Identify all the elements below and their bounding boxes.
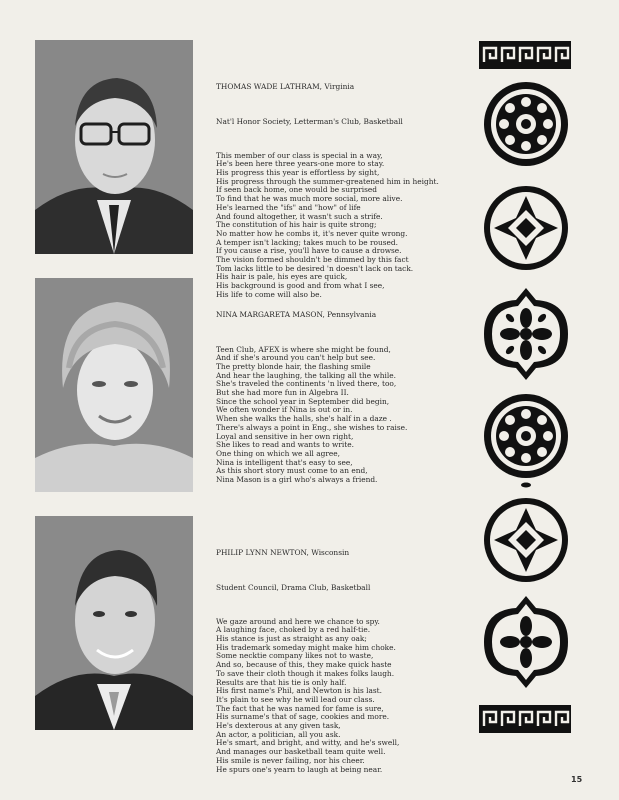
star-medallion-icon bbox=[482, 184, 570, 272]
poem-line: A temper isn't lacking; takes much to be roused. bbox=[216, 237, 398, 247]
portrait-image bbox=[35, 278, 193, 492]
senior-entry bbox=[216, 532, 471, 792]
poem-line: When she walks the halls, she's half in a daze . bbox=[216, 414, 392, 424]
decorative-ornament-column bbox=[478, 38, 578, 738]
poem-line: It's plain to see why he will lead our class. bbox=[216, 694, 375, 704]
poem-line: We gaze around and here we chance to spy. bbox=[216, 616, 380, 626]
poem-line: There's always a point in Eng., she wishes to raise. bbox=[216, 422, 408, 432]
poem-line: We often wonder if Nina is out or in. bbox=[216, 405, 353, 415]
student-name: THOMAS WADE LATHRAM, Virginia bbox=[216, 82, 355, 92]
senior-portrait-photo bbox=[35, 516, 193, 730]
dot-ornament-icon bbox=[520, 482, 532, 488]
student-name: PHILIP LYNN NEWTON, Wisconsin bbox=[216, 548, 350, 558]
poem-line: His hair is pale, his eyes are quick, bbox=[216, 272, 348, 282]
student-poem bbox=[216, 152, 471, 300]
poem-line: And so, because of this, they make quick haste bbox=[216, 660, 392, 670]
poem-line: The constitution of his hair is quite strong; bbox=[216, 220, 377, 230]
poem-line: One thing on which we all agree, bbox=[216, 448, 341, 458]
student-activities: Student Council, Drama Club, Basketball bbox=[216, 582, 371, 592]
poem-line: And if she's around you can't help but see. bbox=[216, 353, 376, 363]
poem-line: The vision formed shouldn't be dimmed by this fact bbox=[216, 255, 409, 265]
student-poem bbox=[216, 618, 471, 775]
senior-portrait-photo bbox=[35, 278, 193, 492]
senior-entry bbox=[216, 294, 471, 502]
poem-line: Loyal and sensitive in her own right, bbox=[216, 431, 354, 441]
senior-portrait-photo bbox=[35, 40, 193, 254]
poem-line: Results are that his tie is only half. bbox=[216, 677, 347, 687]
portrait-image bbox=[35, 516, 193, 730]
poem-line: Tom lacks little to be desired 'n doesn't lack on tack. bbox=[216, 263, 414, 273]
poem-line: As this short story must come to an end, bbox=[216, 466, 368, 476]
poem-line: His surname's that of sage, cookies and more. bbox=[216, 712, 390, 722]
poem-line: His background is good and from what I see, bbox=[216, 281, 385, 291]
poem-line: He's dexterous at any given task, bbox=[216, 721, 341, 731]
poem-line: His smile is never failing, nor his cheer. bbox=[216, 755, 365, 765]
poem-line: No matter how he combs it, it's never quite wrong. bbox=[216, 228, 408, 238]
poem-line: And hear the laughing, the talking all the while. bbox=[216, 370, 396, 380]
poem-line: An actor, a politician, all you ask. bbox=[216, 729, 341, 739]
poem-line: She likes to read and wants to write. bbox=[216, 440, 354, 450]
poem-line: His trademark someday might make him choke. bbox=[216, 642, 396, 652]
student-activities: Nat'l Honor Society, Letterman's Club, Basketball bbox=[216, 116, 403, 126]
floral-medallion-icon bbox=[480, 594, 572, 690]
floral-medallion-icon bbox=[480, 286, 572, 382]
poem-line: Since the school year in September did begin, bbox=[216, 396, 390, 406]
poem-line: This member of our class is special in a way, bbox=[216, 150, 383, 160]
poem-line: If seen back home, one would be surprised bbox=[216, 185, 378, 195]
poem-line: He spurs one's yearn to laugh at being near. bbox=[216, 764, 383, 774]
portrait-image bbox=[35, 40, 193, 254]
poem-line: He's learned the "ifs" and "how" of life bbox=[216, 202, 361, 212]
poem-line: If you cause a rise, you'll have to cause a drowse. bbox=[216, 246, 402, 256]
poem-line: But she had more fun in Algebra II. bbox=[216, 388, 349, 398]
poem-line: To find that he was much more social, more alive. bbox=[216, 194, 403, 204]
poem-line: His progress through the summer-greatened him in height. bbox=[216, 176, 439, 186]
student-poem bbox=[216, 346, 471, 485]
page-number: 15 bbox=[571, 775, 583, 784]
poem-line: And manages our basketball team quite well. bbox=[216, 747, 386, 757]
poem-line: The pretty blonde hair, the flashing smile bbox=[216, 361, 371, 371]
rosette-medallion-icon bbox=[482, 392, 570, 480]
greek-key-border-icon bbox=[478, 40, 572, 70]
student-name: NINA MARGARETA MASON, Pennsylvania bbox=[216, 310, 377, 320]
poem-line: She's traveled the continents 'n lived there, too, bbox=[216, 379, 397, 389]
poem-line: To save their cloth though it makes folks laugh. bbox=[216, 668, 395, 678]
poem-line: His life to come will also be. bbox=[216, 289, 322, 299]
star-medallion-icon bbox=[482, 496, 570, 584]
poem-line: Teen Club, AFEX is where she might be found, bbox=[216, 344, 391, 354]
poem-line: His first name's Phil, and Newton is his last. bbox=[216, 686, 383, 696]
rosette-medallion-icon bbox=[482, 80, 570, 168]
greek-key-border-icon bbox=[478, 704, 572, 734]
poem-line: A laughing face, choked by a red half-tie. bbox=[216, 625, 371, 635]
poem-line: Nina is intelligent that's easy to see, bbox=[216, 457, 353, 467]
poem-line: And found altogether, it wasn't such a strife. bbox=[216, 211, 383, 221]
poem-line: His stance is just as straight as any oak; bbox=[216, 634, 367, 644]
poem-line: The fact that he was named for fame is sure, bbox=[216, 703, 384, 713]
senior-entry bbox=[216, 66, 471, 317]
poem-line: Some necktie company likes not to waste, bbox=[216, 651, 374, 661]
poem-line: Nina Mason is a girl who's always a friend. bbox=[216, 475, 378, 485]
poem-line: He's smart, and bright, and witty, and he's swell, bbox=[216, 738, 400, 748]
poem-line: His progress this year is effortless by sight, bbox=[216, 168, 380, 178]
poem-line: He's been here three years-one more to stay. bbox=[216, 159, 385, 169]
